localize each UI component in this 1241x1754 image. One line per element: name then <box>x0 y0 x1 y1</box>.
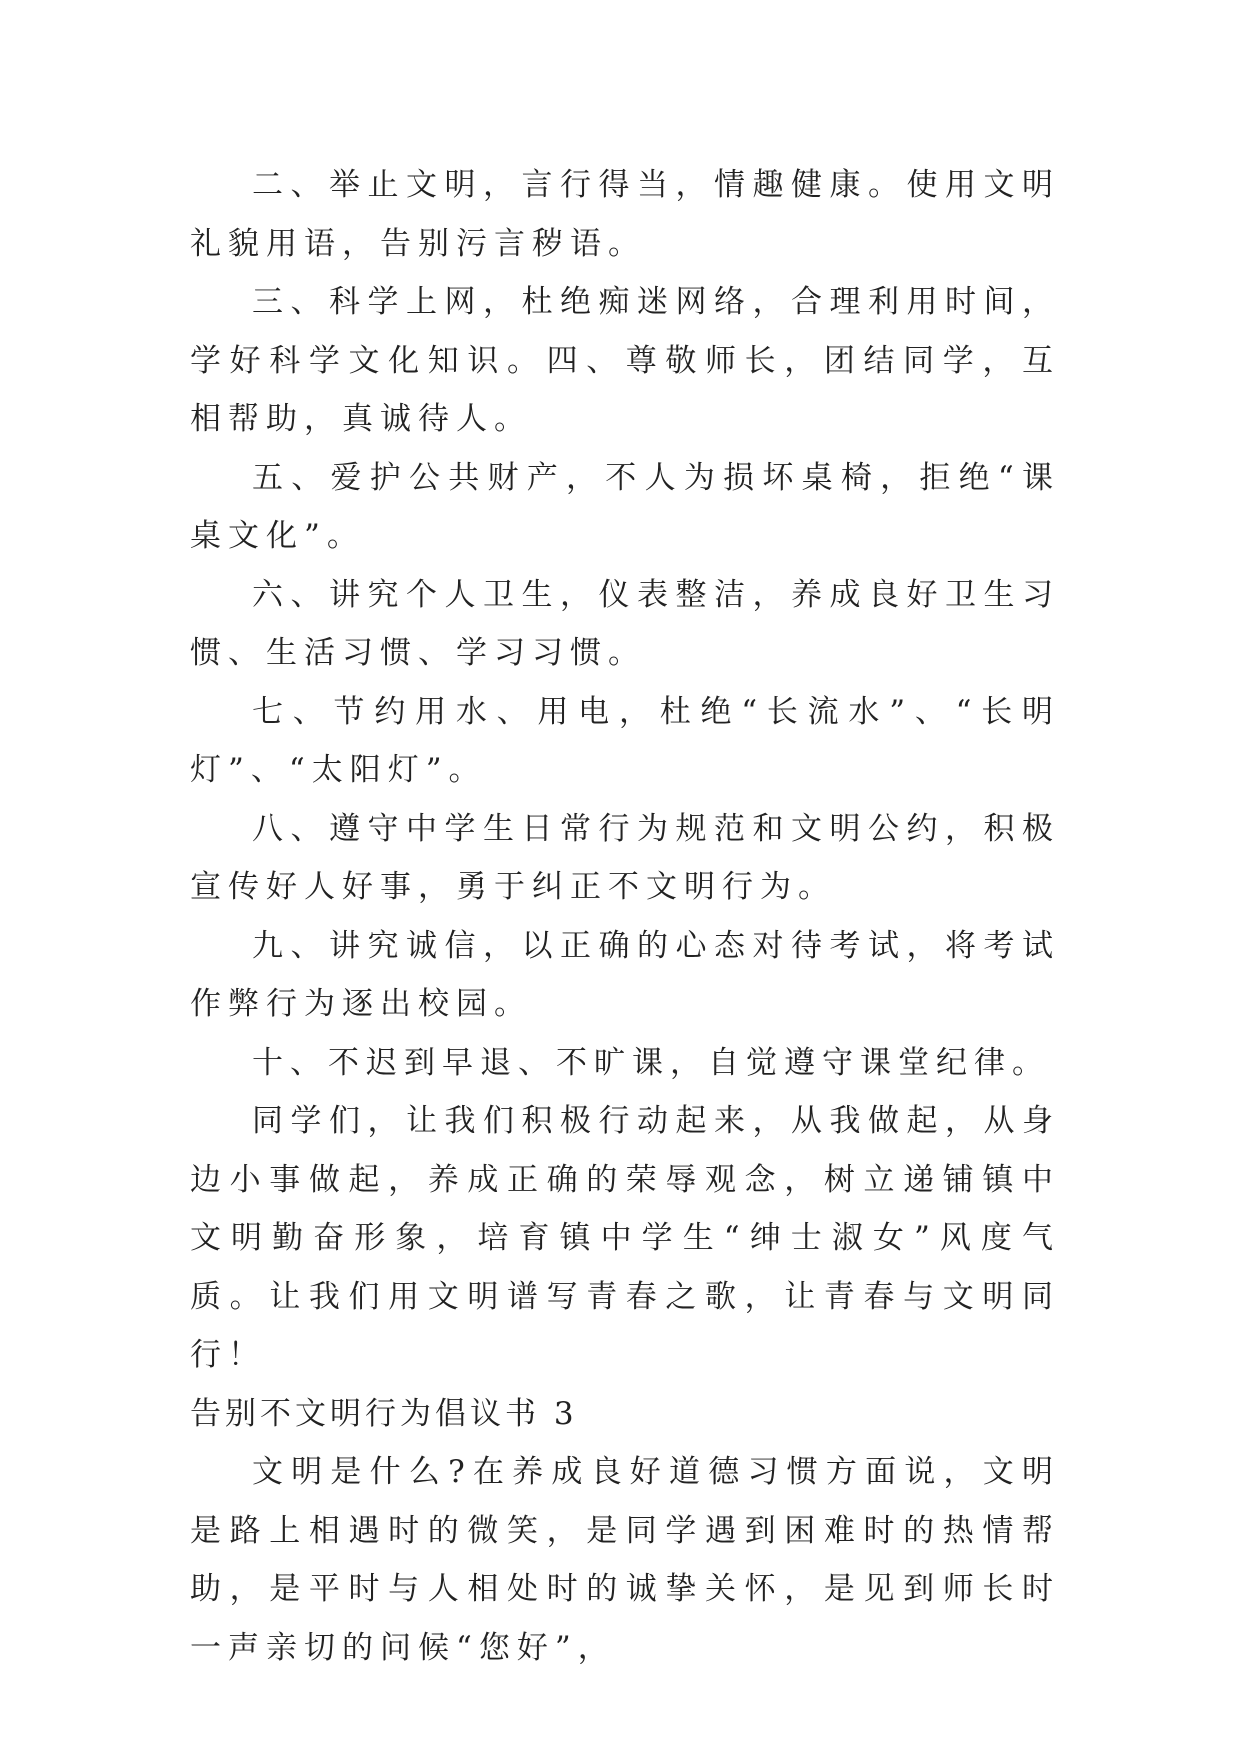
paragraph-closing: 同学们，让我们积极行动起来，从我做起，从身边小事做起，养成正确的荣辱观念，树立递铺镇中文明勤奋形象，培育镇中学生“绅士淑女”风度气质。让我们用文明谱写青春之歌，让青春与文明同行！ <box>190 1103 1060 1373</box>
document-body <box>190 156 1060 1677</box>
paragraph-item-7: 七、节约用水、用电，杜绝“长流水”、“长明灯”、“太阳灯”。 <box>190 693 1060 788</box>
paragraph-item-3-4: 三、科学上网，杜绝痴迷网络，合理利用时间，学好科学文化知识。四、尊敬师长，团结同学，互相帮助，真诚待人。 <box>190 284 1060 437</box>
paragraph-item-2: 二、举止文明，言行得当，情趣健康。使用文明礼貌用语，告别污言秽语。 <box>190 167 1060 262</box>
paragraph-item-5: 五、爱护公共财产，不人为损坏桌椅，拒绝“课桌文化”。 <box>190 459 1060 554</box>
paragraph-item-10: 十、不迟到早退、不旷课，自觉遵守课堂纪律。 <box>252 1044 1050 1081</box>
section-heading: 告别不文明行为倡议书 3 <box>190 1395 578 1432</box>
paragraph-item-8: 八、遵守中学生日常行为规范和文明公约，积极宣传好人好事，勇于纠正不文明行为。 <box>190 810 1060 905</box>
paragraph-item-9: 九、讲究诚信，以正确的心态对待考试，将考试作弊行为逐出校园。 <box>190 927 1060 1022</box>
paragraph-item-6: 六、讲究个人卫生，仪表整洁，养成良好卫生习惯、生活习惯、学习习惯。 <box>190 576 1060 671</box>
paragraph-intro: 文明是什么?在养成良好道德习惯方面说，文明是路上相遇时的微笑，是同学遇到困难时的热情帮助，是平时与人相处时的诚挚关怀，是见到师长时一声亲切的问候“您好”， <box>190 1454 1060 1666</box>
